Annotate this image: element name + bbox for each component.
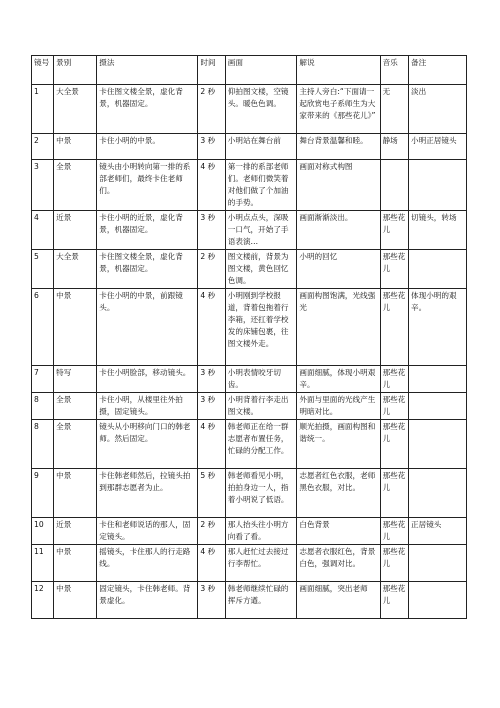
cell-shot-number: 12 bbox=[32, 582, 54, 619]
cell-shot-number: 2 bbox=[32, 134, 54, 160]
cell-shot-number: 3 bbox=[32, 160, 54, 211]
cell-music: 那些花儿 bbox=[380, 545, 408, 582]
cell-shot-number: 8 bbox=[32, 393, 54, 420]
cell-picture: 那人赶忙过去接过行李帮忙。 bbox=[225, 545, 297, 582]
cell-duration: 3 秒 bbox=[198, 134, 225, 160]
table-row bbox=[32, 420, 467, 469]
cell-note bbox=[409, 366, 467, 393]
cell-picture: 那人抬头往小明方向看了看。 bbox=[225, 518, 297, 545]
cell-music: 那些花儿 bbox=[380, 420, 408, 469]
cell-duration: 3 秒 bbox=[198, 211, 225, 250]
table-row bbox=[32, 211, 467, 250]
cell-camera-method: 摇镜头，卡住那人的行走路线。 bbox=[97, 545, 198, 582]
cell-shot-type: 大全景 bbox=[54, 85, 97, 134]
cell-music: 那些花儿 bbox=[380, 250, 408, 289]
cell-shot-type: 中景 bbox=[54, 134, 97, 160]
cell-duration: 4 秒 bbox=[198, 545, 225, 582]
cell-music: 那些花儿 bbox=[380, 366, 408, 393]
cell-narration: 志愿者衣服红色，背景白色，强调对比。 bbox=[297, 545, 380, 582]
header-narration: 解说 bbox=[297, 56, 380, 85]
cell-shot-number: 8 bbox=[32, 420, 54, 469]
cell-note: 体现小明的艰辛。 bbox=[409, 289, 467, 366]
header-camera-method: 摄法 bbox=[97, 56, 198, 85]
cell-camera-method: 卡住小明的近景，虚化背景，机器固定。 bbox=[97, 211, 198, 250]
cell-music: 那些花儿 bbox=[380, 469, 408, 518]
cell-picture: 小明表情咬牙切齿。 bbox=[225, 366, 297, 393]
cell-shot-type: 中景 bbox=[54, 545, 97, 582]
cell-note bbox=[409, 545, 467, 582]
cell-duration: 2 秒 bbox=[198, 85, 225, 134]
cell-duration: 4 秒 bbox=[198, 420, 225, 469]
cell-narration: 舞台背景温馨和睦。 bbox=[297, 134, 380, 160]
table-row bbox=[32, 518, 467, 545]
cell-note bbox=[409, 582, 467, 619]
cell-picture: 韩老师看见小明，拍拍身边一人，指着小明说了低语。 bbox=[225, 469, 297, 518]
table-row bbox=[32, 134, 467, 160]
cell-duration: 4 秒 bbox=[198, 160, 225, 211]
cell-picture: 小明刚到学校报道，背着包拖着行李箱，还扛着学校发的床铺包裹，往图文楼外走。 bbox=[225, 289, 297, 366]
table-row bbox=[32, 85, 467, 134]
cell-camera-method: 卡住小明的中景。 bbox=[97, 134, 198, 160]
cell-picture: 仰拍图文楼，空镜头。暖色色调。 bbox=[225, 85, 297, 134]
cell-shot-type: 全景 bbox=[54, 393, 97, 420]
cell-music: 那些花儿 bbox=[380, 393, 408, 420]
storyboard-table bbox=[31, 55, 467, 619]
header-shot-type: 景别 bbox=[54, 56, 97, 85]
cell-note bbox=[409, 420, 467, 469]
header-picture: 画面 bbox=[225, 56, 297, 85]
cell-narration: 画面构图饱满，光线强光 bbox=[297, 289, 380, 366]
cell-music: 那些花儿 bbox=[380, 518, 408, 545]
cell-shot-type: 大全景 bbox=[54, 250, 97, 289]
cell-duration: 3 秒 bbox=[198, 582, 225, 619]
cell-picture: 韩老师正在给一群志愿者布置任务，忙碌的分配工作。 bbox=[225, 420, 297, 469]
cell-music: 那些花儿 bbox=[380, 211, 408, 250]
cell-note bbox=[409, 160, 467, 211]
cell-shot-number: 5 bbox=[32, 250, 54, 289]
cell-note bbox=[409, 469, 467, 518]
cell-narration: 外面与里面的光线产生明暗对比。 bbox=[297, 393, 380, 420]
cell-shot-type: 全景 bbox=[54, 420, 97, 469]
cell-shot-number: 4 bbox=[32, 211, 54, 250]
cell-camera-method: 镜头由小明转向第一排的系部老师们，最终卡住老师们。 bbox=[97, 160, 198, 211]
cell-camera-method: 卡住图文楼全景，虚化背景，机器固定。 bbox=[97, 250, 198, 289]
cell-camera-method: 卡住韩老师然后，拉镜头拍到那群志愿者为止。 bbox=[97, 469, 198, 518]
cell-shot-number: 11 bbox=[32, 545, 54, 582]
cell-shot-type: 全景 bbox=[54, 160, 97, 211]
cell-camera-method: 卡住小明，从楼里往外拍摄，固定镜头。 bbox=[97, 393, 198, 420]
table-row bbox=[32, 250, 467, 289]
header-note: 备注 bbox=[409, 56, 467, 85]
cell-shot-number: 10 bbox=[32, 518, 54, 545]
cell-picture: 图文楼前，背景为图文楼，黄色回忆色调。 bbox=[225, 250, 297, 289]
cell-camera-method: 固定镜头，卡住韩老师。背景虚化。 bbox=[97, 582, 198, 619]
table-row bbox=[32, 582, 467, 619]
cell-narration: 志愿者红色衣服，老师黑色衣服，对比。 bbox=[297, 469, 380, 518]
cell-narration: 小明的回忆 bbox=[297, 250, 380, 289]
cell-duration: 2 秒 bbox=[198, 250, 225, 289]
cell-duration: 5 秒 bbox=[198, 469, 225, 518]
cell-music bbox=[380, 160, 408, 211]
cell-note bbox=[409, 393, 467, 420]
cell-camera-method: 卡住小明的中景，前跟镜头。 bbox=[97, 289, 198, 366]
table-row bbox=[32, 160, 467, 211]
header-shot-number: 镜号 bbox=[32, 56, 54, 85]
cell-narration: 画面渐渐淡出。 bbox=[297, 211, 380, 250]
cell-music: 那些花儿 bbox=[380, 582, 408, 619]
cell-narration: 画面对称式构图 bbox=[297, 160, 380, 211]
cell-camera-method: 镜头从小明移向门口的韩老师。然后固定。 bbox=[97, 420, 198, 469]
cell-note: 淡出 bbox=[409, 85, 467, 134]
cell-shot-type: 特写 bbox=[54, 366, 97, 393]
cell-camera-method: 卡住图文楼全景，虚化背景，机器固定。 bbox=[97, 85, 198, 134]
cell-picture: 小明站在舞台前 bbox=[225, 134, 297, 160]
cell-narration: 画面细腻，突出老师 bbox=[297, 582, 380, 619]
cell-shot-number: 7 bbox=[32, 366, 54, 393]
cell-duration: 4 秒 bbox=[198, 289, 225, 366]
cell-narration: 主持人旁白:“下面请一起欣赏电子系师生为大家带来的《那些花儿》” bbox=[297, 85, 380, 134]
cell-music: 那些花儿 bbox=[380, 289, 408, 366]
table-row bbox=[32, 545, 467, 582]
cell-music: 无 bbox=[380, 85, 408, 134]
cell-camera-method: 卡住和老师说话的那人，固定镜头。 bbox=[97, 518, 198, 545]
cell-picture: 小明点点头，深吸一口气，开始了手语表演… bbox=[225, 211, 297, 250]
table-row bbox=[32, 366, 467, 393]
cell-duration: 3 秒 bbox=[198, 393, 225, 420]
table-row bbox=[32, 393, 467, 420]
cell-picture: 小明背着行李走出图文楼。 bbox=[225, 393, 297, 420]
cell-shot-type: 中景 bbox=[54, 582, 97, 619]
cell-picture: 第一排的系部老师们。老师们微笑着对他们做了个加油的手势。 bbox=[225, 160, 297, 211]
cell-shot-type: 中景 bbox=[54, 469, 97, 518]
cell-shot-type: 中景 bbox=[54, 289, 97, 366]
cell-shot-type: 近景 bbox=[54, 518, 97, 545]
cell-camera-method: 卡住小明脸部，移动镜头。 bbox=[97, 366, 198, 393]
cell-shot-type: 近景 bbox=[54, 211, 97, 250]
cell-note: 小明正居镜头 bbox=[409, 134, 467, 160]
cell-duration: 2 秒 bbox=[198, 518, 225, 545]
cell-note: 切镜头，转场 bbox=[409, 211, 467, 250]
header-music: 音乐 bbox=[380, 56, 408, 85]
cell-duration: 3 秒 bbox=[198, 366, 225, 393]
cell-shot-number: 6 bbox=[32, 289, 54, 366]
cell-note bbox=[409, 250, 467, 289]
cell-shot-number: 9 bbox=[32, 469, 54, 518]
cell-narration: 画面细腻，体现小明艰辛。 bbox=[297, 366, 380, 393]
cell-shot-number: 1 bbox=[32, 85, 54, 134]
cell-picture: 韩老师继续忙碌的挥斥方遒。 bbox=[225, 582, 297, 619]
table-row bbox=[32, 289, 467, 366]
table-row bbox=[32, 469, 467, 518]
cell-narration: 白色背景 bbox=[297, 518, 380, 545]
cell-music: 静场 bbox=[380, 134, 408, 160]
header-row bbox=[32, 56, 467, 85]
cell-narration: 顺光拍摄，画面构图和谐统一。 bbox=[297, 420, 380, 469]
header-duration: 时间 bbox=[198, 56, 225, 85]
cell-note: 正居镜头 bbox=[409, 518, 467, 545]
